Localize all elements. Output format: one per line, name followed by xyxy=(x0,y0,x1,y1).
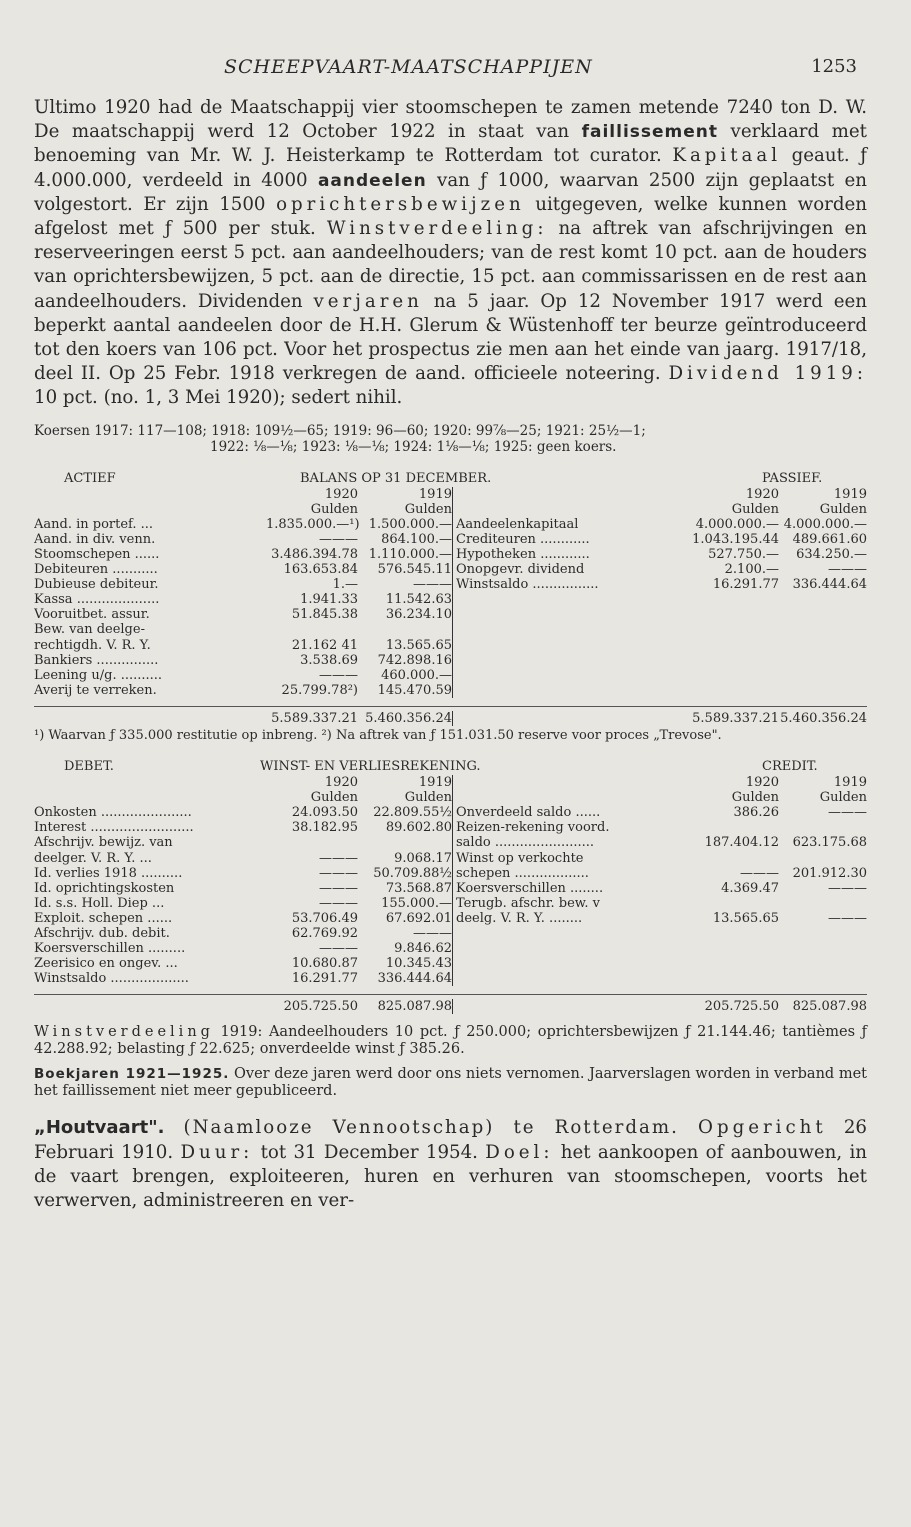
text: tot 31 December 1954. xyxy=(253,1141,486,1163)
row-value-1919: ——— xyxy=(828,910,867,926)
table-row xyxy=(456,805,867,820)
row-label: Winst op verkochte xyxy=(456,850,584,866)
table-row xyxy=(34,851,452,866)
credit-column xyxy=(453,775,867,986)
row-label: Kassa .................... xyxy=(34,592,160,608)
row-value-1920: 16.291.77 xyxy=(712,577,779,593)
row-label: Stoomschepen ...... xyxy=(34,547,160,563)
table-row xyxy=(34,866,452,881)
row-label: Afschrijv. bewijz. van xyxy=(34,835,173,851)
row-value-1919: 67.692.01 xyxy=(385,910,452,926)
duur-term: Duur: xyxy=(180,1141,254,1163)
total-value: 5.460.356.24 xyxy=(365,710,452,726)
actief-column xyxy=(34,487,453,698)
row-label: Exploit. schepen ...... xyxy=(34,910,173,926)
row-label: Aand. in div. venn. xyxy=(34,531,156,547)
row-value-1919: 36.234.10 xyxy=(385,607,452,623)
kapitaal-term: Kapitaal xyxy=(672,145,782,167)
oprichtersbewijzen-term: oprichtersbewijzen xyxy=(276,193,525,215)
row-value-1920: 21.162 41 xyxy=(291,637,358,653)
debet-rows xyxy=(34,805,452,986)
unit-label: Gulden xyxy=(404,501,452,517)
row-label: Aand. in portef. ... xyxy=(34,516,154,532)
row-value-1919: 634.250.— xyxy=(796,547,867,563)
row-value-1920: 163.653.84 xyxy=(283,562,358,578)
table-row xyxy=(34,517,452,532)
unit-label: Gulden xyxy=(310,501,358,517)
row-label: Hypotheken ............ xyxy=(456,547,590,563)
balance-title: BALANS OP 31 DECEMBER. xyxy=(300,470,492,486)
unit-label: Gulden xyxy=(819,501,867,517)
row-value-1919: 22.809.55½ xyxy=(373,805,452,821)
credit-title: CREDIT. xyxy=(762,759,818,775)
row-label: Onverdeeld saldo ...... xyxy=(456,805,601,821)
row-value-1920: ——— xyxy=(319,850,358,866)
row-value-1920 xyxy=(266,622,358,637)
koersen-line-1: Koersen 1917: 117—108; 1918: 109½—65; 1919: 96—60; 1920: 99⅞—25; 1921: 25½—1; xyxy=(34,422,646,439)
text: 10 pct. (no. 1, 3 Mei 1920); sedert nihil. xyxy=(34,387,403,409)
row-value-1920: 386.26 xyxy=(733,805,779,821)
total-value: 825.087.98 xyxy=(792,999,867,1015)
row-value-1920: ——— xyxy=(740,865,779,881)
row-label: Onkosten ...................... xyxy=(34,805,192,821)
doel-term: Doel: xyxy=(485,1141,554,1163)
table-row xyxy=(34,881,452,896)
table-row xyxy=(34,835,452,850)
total-value: 205.725.50 xyxy=(704,999,779,1015)
page-number: 1253 xyxy=(811,56,857,77)
unit-label: Gulden xyxy=(404,790,452,806)
row-label: rechtigdh. V. R. Y. xyxy=(34,637,151,653)
table-row xyxy=(456,881,867,896)
table-row xyxy=(456,517,867,532)
row-value-1919: 864.100.— xyxy=(381,531,452,547)
row-value-1919 xyxy=(358,835,452,850)
table-row xyxy=(34,622,452,637)
row-value-1920: ——— xyxy=(319,531,358,547)
passief-rows xyxy=(456,517,867,592)
pl-totals xyxy=(34,994,867,1014)
page-header xyxy=(34,56,867,96)
text: geaut. ƒ 4.000.000, verdeeld in 4000 xyxy=(34,145,867,191)
row-value-1920 xyxy=(673,851,779,866)
row-value-1920: 1.941.33 xyxy=(300,592,358,608)
actief-title: ACTIEF xyxy=(64,470,116,486)
text: na 5 jaar. Op 12 November 1917 werd een beperkt aantal aandeelen door de H.H. Glerum & Wüstenhoff ter beurze geïntroduceerd tot den koers van 106 pct. Voor het prospectus zie men aan het einde van jaarg. 1917/18, deel II. Op 25 Febr. 1918 verkregen de aand. officieele noteering. xyxy=(34,290,867,385)
row-value-1919 xyxy=(779,851,867,866)
row-value-1919 xyxy=(779,820,867,835)
row-value-1920: 3.538.69 xyxy=(300,652,358,668)
row-value-1920: ——— xyxy=(319,880,358,896)
row-value-1919: ——— xyxy=(828,880,867,896)
balance-footnote: ¹) Waarvan ƒ 335.000 restitutie op inbreng. ²) Na aftrek van ƒ 151.031.50 reserve voor proces „Trevose". xyxy=(34,728,722,744)
row-value-1920: ——— xyxy=(319,865,358,881)
table-row xyxy=(34,911,452,926)
table-row xyxy=(34,562,452,577)
balance-totals xyxy=(34,706,867,726)
table-row xyxy=(456,820,867,835)
year-label: 1920 xyxy=(324,486,358,502)
row-label: Koersverschillen ........ xyxy=(456,880,604,896)
row-value-1920: 25.799.78²) xyxy=(281,682,358,698)
row-label: Winstsaldo ................... xyxy=(34,971,189,987)
koersen-line-2: 1922: ⅛—⅛; 1923: ⅛—⅛; 1924: 1⅛—⅛; 1925: geen koers. xyxy=(210,438,617,455)
row-value-1919: 4.000.000.— xyxy=(783,516,867,532)
text: het aankoopen of aanbouwen, in de vaart brengen, exploiteeren, huren en verhuren van stoomschepen, voorts het verwerven, administreeren en ver- xyxy=(34,1141,867,1212)
winstverdeeling-label: Winstverdeeling xyxy=(34,1024,214,1041)
table-row xyxy=(456,532,867,547)
row-value-1919 xyxy=(779,896,867,911)
dividend-term: Dividend 1919: xyxy=(668,363,867,385)
company-name: „Houtvaart". xyxy=(34,1117,165,1139)
row-label: Averij te verreken. xyxy=(34,682,157,698)
text: van ƒ 1000, waarvan 2500 zijn geplaatst en volgestort. Er zijn 1500 xyxy=(34,169,867,215)
table-row xyxy=(34,532,452,547)
actief-rows xyxy=(34,517,452,698)
table-row xyxy=(34,592,452,607)
winstverdeeling-term: Winstverdeeling: xyxy=(326,218,548,240)
row-label: Debiteuren ........... xyxy=(34,562,158,578)
table-row xyxy=(456,547,867,562)
row-label: Afschrijv. dub. debit. xyxy=(34,925,170,941)
unit-label: Gulden xyxy=(819,790,867,806)
row-value-1919: 201.912.30 xyxy=(792,865,867,881)
row-label: Id. s.s. Holl. Diep ... xyxy=(34,895,165,911)
row-label: Reizen-rekening voord. xyxy=(456,820,610,836)
row-value-1920: 527.750.— xyxy=(708,547,779,563)
row-value-1919: ——— xyxy=(828,805,867,821)
text: Over deze jaren werd door ons niets vernomen. Jaarverslagen worden in verband met het faillissement niet meer gepubliceerd. xyxy=(34,1066,867,1100)
table-row xyxy=(34,926,452,941)
unit-label: Gulden xyxy=(731,501,779,517)
table-row xyxy=(34,638,452,653)
row-label: Bew. van deelge- xyxy=(34,622,145,638)
row-label: Dubieuse debiteur. xyxy=(34,577,159,593)
row-value-1919: 1.500.000.— xyxy=(368,516,452,532)
row-value-1920: 4.369.47 xyxy=(721,880,779,896)
row-label: Bankiers ............... xyxy=(34,652,159,668)
row-value-1919: 89.602.80 xyxy=(385,820,452,836)
row-label: Onopgevr. dividend xyxy=(456,562,585,578)
row-value-1920: 3.486.394.78 xyxy=(271,547,358,563)
table-row xyxy=(34,607,452,622)
row-label: Aandeelenkapitaal xyxy=(456,516,579,532)
row-label: Interest ......................... xyxy=(34,820,194,836)
row-value-1920: 53.706.49 xyxy=(291,910,358,926)
row-value-1920: 13.565.65 xyxy=(712,910,779,926)
row-value-1920: ——— xyxy=(319,895,358,911)
koersen-block xyxy=(34,423,867,455)
table-row xyxy=(456,577,867,592)
year-label: 1919 xyxy=(418,775,452,791)
faillissement-term: faillissement xyxy=(581,122,719,143)
row-value-1919: 9.846.62 xyxy=(394,941,452,957)
table-row xyxy=(34,683,452,698)
running-title: SCHEEPVAART-MAATSCHAPPIJEN xyxy=(224,56,593,78)
table-row xyxy=(34,668,452,683)
row-value-1919: 576.545.11 xyxy=(377,562,452,578)
row-value-1920 xyxy=(673,820,779,835)
row-label: Winstsaldo ................ xyxy=(456,577,599,593)
balance-titles xyxy=(34,471,867,487)
row-value-1920: 24.093.50 xyxy=(291,805,358,821)
row-value-1920: 1.043.195.44 xyxy=(692,531,779,547)
text: uitgegeven, welke kunnen worden afgelost met ƒ 500 per stuk. xyxy=(34,193,867,240)
table-row xyxy=(34,971,452,986)
table-row xyxy=(34,653,452,668)
row-value-1919: 460.000.— xyxy=(381,667,452,683)
text: na aftrek van afschrijvingen en reserveeringen eerst 5 pct. aan aandeelhouders; van de rest komt 10 pct. aan de houders van oprichtersbewijzen, 5 pct. aan de directie, 15 pct. aan commissarissen en de rest aan aandeelhouders. Dividenden xyxy=(34,218,867,312)
row-value-1919: 336.444.64 xyxy=(792,577,867,593)
row-value-1920: 1.835.000.—¹) xyxy=(266,516,360,532)
text: 1919: Aandeelhouders 10 pct. ƒ 250.000; oprichtersbewijzen ƒ 21.144.46; tantièmes ƒ 42.288.92; belasting ƒ 22.625; onverdeelde winst ƒ 385.26. xyxy=(34,1024,867,1058)
total-value: 5.589.337.21 xyxy=(692,710,779,726)
total-value: 205.725.50 xyxy=(283,999,358,1015)
text: Ultimo 1920 had de Maatschappij vier stoomschepen te zamen metende 7240 ton D. W. De maatschappij werd 12 October 1922 in staat van xyxy=(34,97,867,143)
row-label: deelger. V. R. Y. ... xyxy=(34,850,152,866)
passief-column xyxy=(453,487,867,698)
row-value-1919: 489.661.60 xyxy=(792,531,867,547)
total-value: 5.460.356.24 xyxy=(780,710,867,726)
year-label: 1919 xyxy=(833,486,867,502)
pl-title: WINST- EN VERLIESREKENING. xyxy=(260,759,481,775)
row-value-1920: 10.680.87 xyxy=(291,956,358,972)
row-label: Terugb. afschr. bew. v xyxy=(456,895,600,911)
table-row xyxy=(456,911,867,926)
table-row xyxy=(456,562,867,577)
row-value-1919: 73.568.87 xyxy=(385,880,452,896)
row-value-1920: 187.404.12 xyxy=(704,835,779,851)
table-row xyxy=(456,835,867,850)
row-value-1919: 13.565.65 xyxy=(385,637,452,653)
row-label: Vooruitbet. assur. xyxy=(34,607,150,623)
row-label: Zeerisico en ongev. ... xyxy=(34,956,178,972)
pl-titles xyxy=(34,759,867,775)
row-value-1919: 742.898.16 xyxy=(377,652,452,668)
total-value: 825.087.98 xyxy=(377,999,452,1015)
row-value-1919: 50.709.88½ xyxy=(373,865,452,881)
row-value-1920: ——— xyxy=(319,667,358,683)
row-value-1919: 623.175.68 xyxy=(792,835,867,851)
row-value-1919 xyxy=(358,622,452,637)
table-row xyxy=(34,941,452,956)
row-label: Crediteuren ............ xyxy=(456,531,590,547)
debet-title: DEBET. xyxy=(64,759,114,775)
total-value: 5.589.337.21 xyxy=(271,710,358,726)
row-label: schepen .................. xyxy=(456,865,589,881)
passief-title: PASSIEF. xyxy=(762,470,823,486)
table-row xyxy=(456,896,867,911)
row-value-1919: ——— xyxy=(828,562,867,578)
row-value-1920: 62.769.92 xyxy=(291,925,358,941)
unit-label: Gulden xyxy=(731,790,779,806)
row-value-1919: 145.470.59 xyxy=(377,682,452,698)
table-row xyxy=(34,577,452,592)
table-row xyxy=(34,820,452,835)
text: verklaard met benoeming van Mr. W. J. Heisterkamp te Rotterdam tot curator. xyxy=(34,121,867,167)
row-label: deelg. V. R. Y. ........ xyxy=(456,910,583,926)
row-label: Koersverschillen ......... xyxy=(34,941,186,957)
table-row xyxy=(34,896,452,911)
row-value-1919: 11.542.63 xyxy=(385,592,452,608)
opgericht-term: Opgericht xyxy=(698,1117,827,1139)
year-label: 1920 xyxy=(745,775,779,791)
row-value-1920: 1.— xyxy=(332,577,358,593)
row-value-1920 xyxy=(266,835,358,850)
row-label: Id. verlies 1918 .......... xyxy=(34,865,183,881)
text: (Naamlooze Vennootschap) te Rotterdam. xyxy=(164,1117,699,1139)
row-value-1919: 336.444.64 xyxy=(377,971,452,987)
boekjaren-label: Boekjaren 1921—1925. xyxy=(34,1066,230,1083)
row-label: Id. oprichtingskosten xyxy=(34,880,175,896)
row-value-1920 xyxy=(673,896,779,911)
balance-sheet xyxy=(34,471,867,743)
verjaren-term: verjaren xyxy=(313,290,423,312)
text: 26 Februari 1910. xyxy=(34,1117,867,1163)
aandeelen-term: aandeelen xyxy=(317,170,427,191)
table-row xyxy=(34,956,452,971)
intro-paragraph xyxy=(34,96,867,411)
winstverdeeling-1919 xyxy=(34,1024,867,1058)
row-value-1919: 9.068.17 xyxy=(394,850,452,866)
row-value-1920: ——— xyxy=(319,941,358,957)
table-row xyxy=(456,866,867,881)
profit-loss-account xyxy=(34,759,867,1014)
table-row xyxy=(34,547,452,562)
row-value-1920: 2.100.— xyxy=(724,562,779,578)
debet-column xyxy=(34,775,453,986)
row-value-1919: 1.110.000.— xyxy=(368,547,452,563)
row-value-1919: ——— xyxy=(413,577,452,593)
row-value-1919: ——— xyxy=(413,925,452,941)
credit-rows xyxy=(456,805,867,926)
unit-label: Gulden xyxy=(310,790,358,806)
year-label: 1919 xyxy=(418,486,452,502)
row-value-1919: 10.345.43 xyxy=(385,956,452,972)
row-value-1920: 16.291.77 xyxy=(291,971,358,987)
row-label: saldo ........................ xyxy=(456,835,595,851)
year-label: 1919 xyxy=(833,775,867,791)
year-label: 1920 xyxy=(745,486,779,502)
row-value-1920: 4.000.000.— xyxy=(695,516,779,532)
row-label: Leening u/g. .......... xyxy=(34,667,163,683)
boekjaren-paragraph xyxy=(34,1066,867,1100)
row-value-1920: 51.845.38 xyxy=(291,607,358,623)
year-label: 1920 xyxy=(324,775,358,791)
table-row xyxy=(456,851,867,866)
row-value-1919: 155.000.— xyxy=(381,895,452,911)
row-value-1920: 38.182.95 xyxy=(291,820,358,836)
table-row xyxy=(34,805,452,820)
houtvaart-paragraph xyxy=(34,1116,867,1213)
